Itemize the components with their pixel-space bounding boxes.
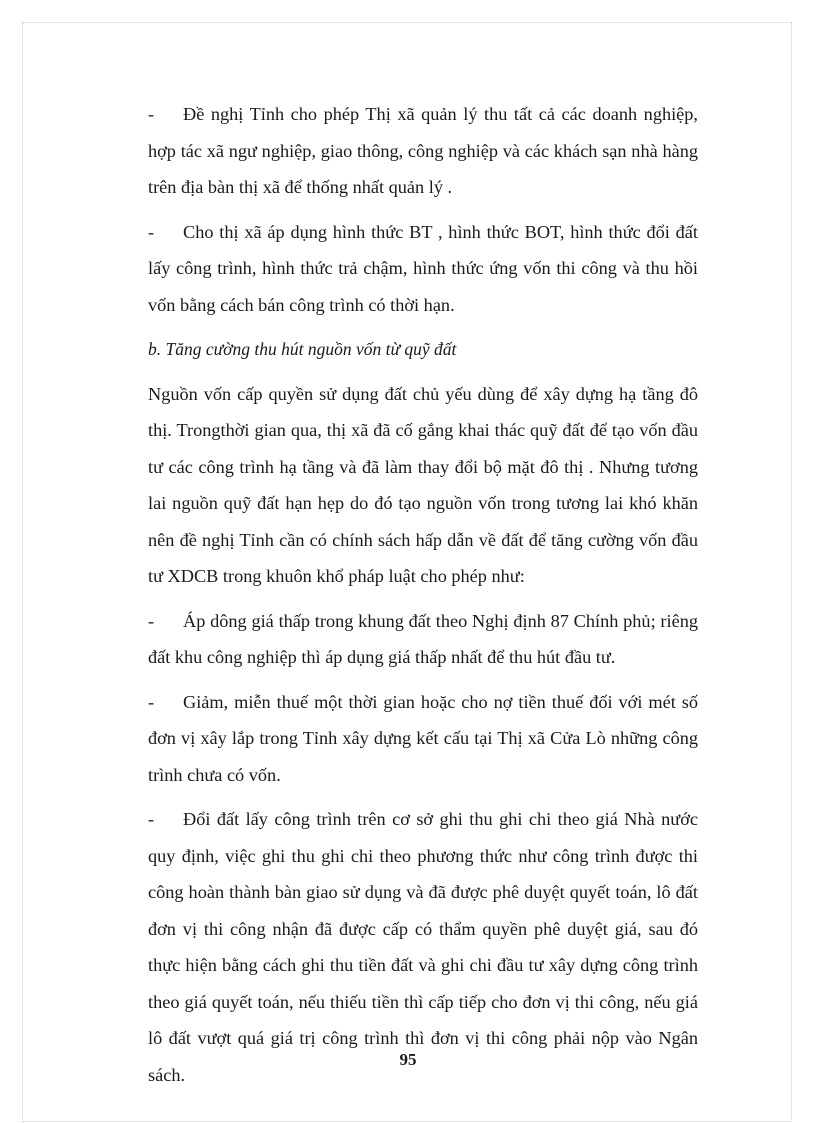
body-paragraph	[148, 376, 698, 595]
bullet-dash: -	[148, 221, 155, 242]
bullet-paragraph	[148, 214, 698, 324]
paragraph-text: Cho thị xã áp dụng hình thức BT , hình thức BOT, hình thức đổi đất lấy công trình, hình thức trả chậm, hình thức ứng vốn thi công và thu hồi vốn bằng cách bán công trình có thời hạn.	[148, 221, 698, 315]
bullet-dash: -	[148, 104, 155, 124]
bullet-paragraph	[148, 96, 698, 206]
paragraph-text: Áp dông giá thấp trong khung đất theo Nghị định 87 Chính phủ; riêng đất khu công nghiệp thì áp dụng giá thấp nhất để thu hút đầu tư.	[148, 610, 698, 667]
bullet-dash: -	[148, 809, 155, 829]
bullet-dash: -	[148, 691, 155, 712]
paragraph-text: Giảm, miễn thuế một thời gian hoặc cho nợ tiền thuế đối với mét số đơn vị xây lắp trong Tỉnh xây dựng kết cấu tại Thị xã Cửa Lò những công trình chưa có vốn.	[148, 691, 698, 785]
document-body	[148, 96, 698, 1093]
bullet-paragraph	[148, 603, 698, 676]
page-number: 95	[399, 1050, 417, 1069]
bullet-dash: -	[148, 610, 155, 631]
paragraph-text: Nguồn vốn cấp quyền sử dụng đất chủ yếu dùng để xây dựng hạ tầng đô thị. Trongthời gian qua, thị xã đã cố gắng khai thác quỹ đất để tạo vốn đầu tư các công trình hạ tầng và đã làm thay đổi bộ mặt đô thị . Nhưng tương lai nguồn quỹ đất hạn hẹp do đó tạo nguồn vốn trong tương lai khó khăn nên đề nghị Tỉnh cần có chính sách hấp dẫn về đất để tăng cường vốn đầu tư XDCB trong khuôn khổ pháp luật cho phép như:	[148, 383, 698, 586]
paragraph-text: Đổi đất lấy công trình trên cơ sở ghi thu ghi chi theo giá Nhà nước quy định, việc ghi thu ghi chi theo phương thức như công trình được thi công hoàn thành bàn giao sử dụng và đã được phê duyệt quyết toán, lô đất đơn vị thi công nhận đã được cấp có thẩm quyền phê duyệt giá, sau đó thực hiện bằng cách ghi thu tiền đất và ghi chi đầu tư xây dựng công trình theo giá quyết toán, nếu thiếu tiền thì cấp tiếp cho đơn vị thi công, nếu giá lô đất vượt quá giá trị công trình thì đơn vị thi công phải nộp vào Ngân sách.	[148, 809, 698, 1085]
section-heading: b. Tăng cường thu hút nguồn vốn từ quỹ đất	[148, 339, 457, 359]
bullet-paragraph	[148, 684, 698, 794]
paragraph-text: Đề nghị Tỉnh cho phép Thị xã quản lý thu tất cả các doanh nghiệp, hợp tác xã ngư nghiệp, giao thông, công nghiệp và các khách sạn nhà hàng trên địa bàn thị xã để thống nhất quản lý .	[148, 104, 698, 197]
